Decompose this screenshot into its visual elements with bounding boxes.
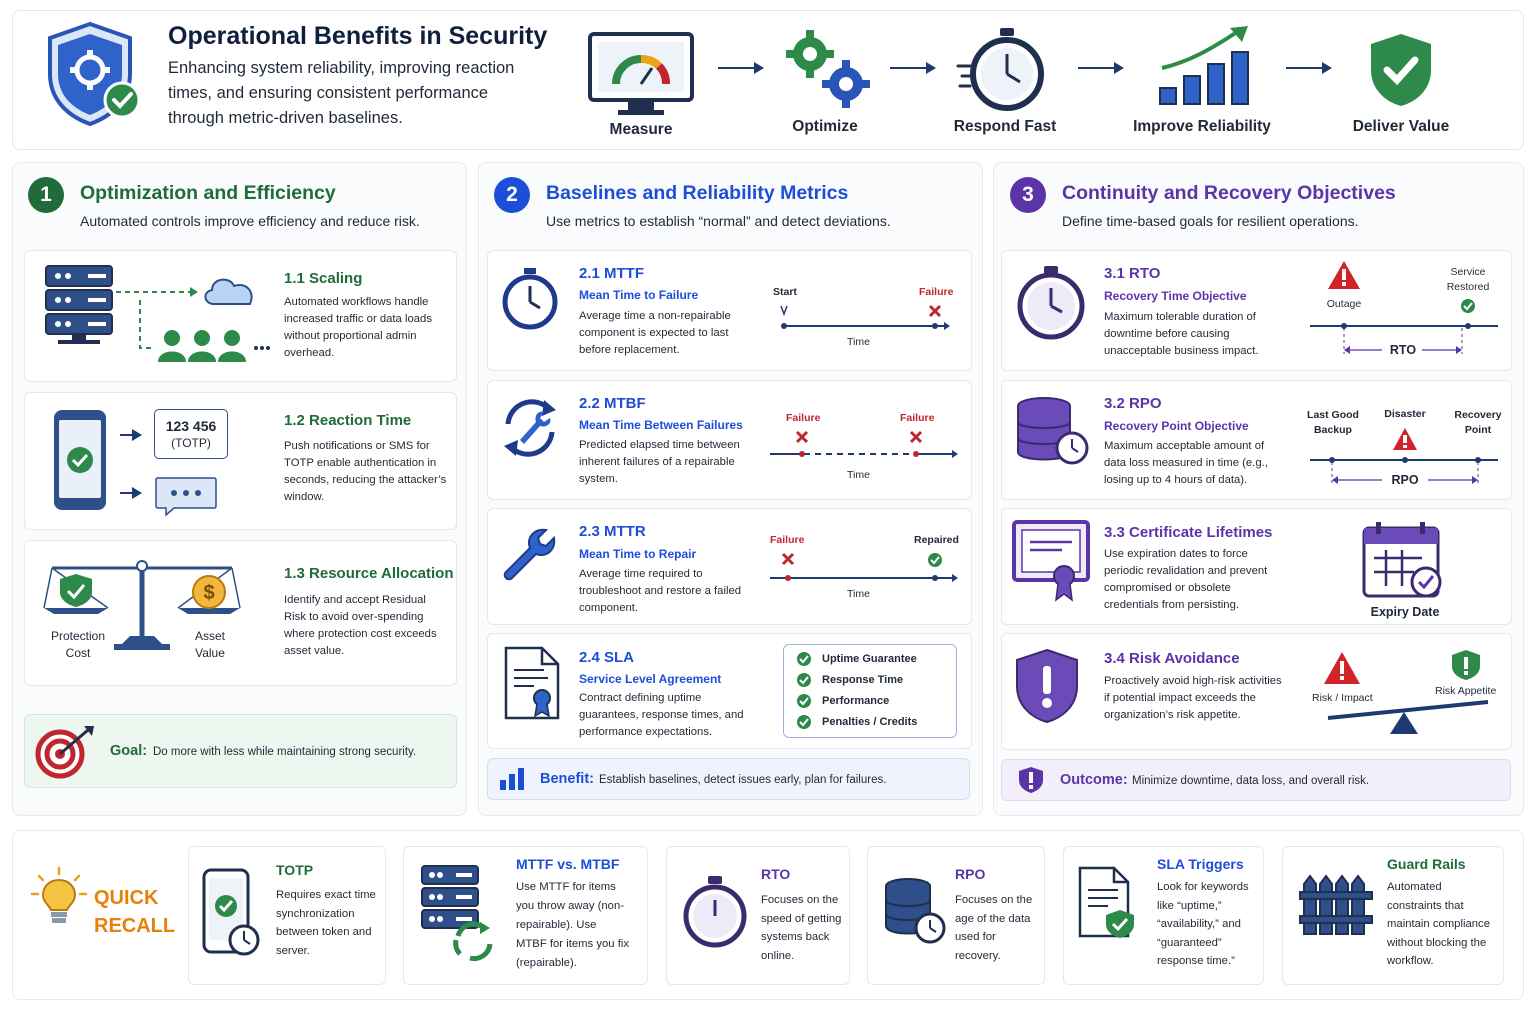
- recall-card-description: Automated constraints that maintain compliance without blocking the workflow.: [1387, 881, 1490, 967]
- item-title: 2.4 SLA: [579, 649, 635, 666]
- item-subtitle: Recovery Time Objective: [1104, 289, 1247, 303]
- diagram-right-label: Recovery Point: [1454, 409, 1502, 436]
- recall-card-description: Focuses on the age of the data used for recovery.: [955, 894, 1033, 962]
- flow-optimize-label: Optimize: [792, 118, 858, 135]
- column-number-badge: 2: [494, 177, 530, 213]
- recall-card-description: Requires exact time synchronization between token and server.: [276, 889, 376, 957]
- recall-card-description: Use MTTF for items you throw away (non-repairable). Use MTBF for items you fix (repairable).: [516, 881, 629, 969]
- timeline-diagram: [768, 428, 958, 460]
- diagram-start-label: Start: [773, 286, 797, 298]
- sla-check-item: Response Time: [822, 674, 904, 686]
- monitor-gauge-icon: [588, 32, 694, 118]
- item-description: Average time a non-repairable component is expected to last before replacement.: [579, 310, 731, 356]
- flow-deliver-value-label: Deliver Value: [1352, 118, 1450, 135]
- asset-value-label: Asset Value: [194, 629, 225, 660]
- item-title: 2.3 MTTR: [579, 523, 646, 540]
- sla-check-item: Uptime Guarantee: [822, 653, 917, 665]
- wrench-cycle-icon: [498, 394, 562, 462]
- recall-card-title: TOTP: [276, 862, 314, 878]
- totp-code: 123 456: [165, 418, 217, 434]
- expiry-date-label: Expiry Date: [1370, 605, 1440, 619]
- recall-card-title: SLA Triggers: [1157, 856, 1244, 872]
- flow-improve-reliability-label: Improve Reliability: [1133, 118, 1271, 135]
- shield-alert-icon: [1018, 766, 1044, 794]
- item-title: 1.1 Scaling: [284, 270, 363, 287]
- diagram-left-label: Risk / Impact: [1312, 692, 1373, 704]
- flow-arrow: [120, 434, 140, 436]
- document-check-icon: [1078, 866, 1138, 944]
- stopwatch-icon: [956, 26, 1046, 112]
- item-subtitle: Mean Time to Failure: [579, 288, 699, 302]
- diagram-axis-label: Time: [847, 469, 870, 481]
- warning-icon: [1327, 260, 1361, 290]
- goal-label: Goal:: [110, 743, 148, 759]
- quick-recall-title: [94, 884, 175, 940]
- diagram-right-label: Risk Appetite: [1435, 685, 1497, 697]
- item-title: 3.4 Risk Avoidance: [1104, 650, 1240, 667]
- stopwatch-icon: [1016, 264, 1086, 340]
- diagram-right-label: Service Restored: [1446, 266, 1490, 293]
- diagram-left-label: Last Good Backup: [1307, 409, 1359, 436]
- item-description: Push notifications or SMS for TOTP enable authentication in seconds, reducing the attacker’s window.: [284, 440, 447, 503]
- item-description: Average time required to troubleshoot and restore a failed component.: [579, 568, 742, 614]
- flow-measure-label: Measure: [609, 121, 673, 138]
- target-icon: [34, 724, 96, 778]
- column-subtitle: Define time-based goals for resilient operations.: [1062, 213, 1359, 229]
- totp-label: (TOTP): [171, 436, 211, 450]
- item-subtitle: Mean Time to Repair: [579, 547, 697, 561]
- sla-check-item: Performance: [822, 695, 890, 707]
- database-clock-icon: [1016, 396, 1092, 468]
- recall-card-title: RPO: [955, 866, 986, 882]
- item-title: 3.3 Certificate Lifetimes: [1104, 524, 1273, 541]
- flow-arrow: [890, 67, 934, 69]
- item-description: Automated workflows handle increased traffic or data loads without proportional admin overhead.: [284, 296, 432, 359]
- item-description: Proactively avoid high-risk activities if potential impact exceeds the organization’s risk appetite.: [1104, 675, 1282, 721]
- phone-clock-icon: [202, 868, 262, 958]
- chat-bubble-icon: [154, 476, 218, 516]
- item-title: 3.2 RPO: [1104, 395, 1162, 412]
- flow-arrow: [1286, 67, 1330, 69]
- shield-alert-icon: [1014, 648, 1080, 724]
- diagram-axis-label: Time: [847, 588, 870, 600]
- lightbulb-icon: [30, 866, 88, 928]
- recall-card-title: Guard Rails: [1387, 856, 1466, 872]
- column-title: Optimization and Efficiency: [80, 182, 336, 204]
- goal-text: Do more with less while maintaining strong security.: [153, 746, 417, 758]
- sla-check-item: Penalties / Credits: [822, 716, 918, 728]
- protection-cost-label: Protection Cost: [50, 629, 106, 660]
- item-description: Predicted elapsed time between inherent failures of a repairable system.: [579, 439, 740, 485]
- wrench-icon: [500, 524, 560, 584]
- quick-recall-line1: QUICK: [94, 887, 159, 909]
- column-number-badge: 1: [28, 177, 64, 213]
- shield-check-icon: [1368, 32, 1434, 108]
- column-subtitle: Automated controls improve efficiency and reduce risk.: [80, 213, 420, 229]
- item-title: 3.1 RTO: [1104, 265, 1161, 282]
- rto-span-label: RTO: [1389, 343, 1417, 357]
- flow-arrow: [120, 492, 140, 494]
- phone-check-icon: [52, 408, 108, 512]
- server-network-icon: [44, 264, 274, 368]
- item-description: Identify and accept Residual Risk to avoid over-spending where protection cost exceeds asset value.: [284, 594, 437, 657]
- diagram-left-label: Outage: [1326, 298, 1362, 310]
- diagram-start-label: Failure: [770, 534, 805, 546]
- item-description: Maximum tolerable duration of downtime before causing unacceptable business impact.: [1104, 311, 1259, 357]
- diagram-start-label: Failure: [786, 412, 821, 424]
- timeline-diagram: [768, 550, 958, 584]
- outcome-label: Outcome:: [1060, 772, 1128, 788]
- diagram-axis-label: Time: [847, 336, 870, 348]
- item-description: Maximum acceptable amount of data loss measured in time (e.g., losing up to 4 hours of data).: [1104, 440, 1268, 486]
- item-title: 1.3 Resource Allocation: [284, 565, 454, 582]
- item-description: Contract defining uptime guarantees, response times, and performance expectations.: [579, 692, 744, 738]
- flow-arrow: [718, 67, 762, 69]
- calendar-clock-icon: [1362, 520, 1446, 602]
- benefit-text: Establish baselines, detect issues early, plan for failures.: [599, 774, 887, 786]
- recall-card-title: MTTF vs. MTBF: [516, 856, 620, 872]
- timeline-diagram: [778, 300, 950, 330]
- recall-card-title: RTO: [761, 866, 791, 882]
- benefit-label: Benefit:: [540, 771, 594, 787]
- database-clock-icon: [884, 878, 948, 944]
- server-recycle-icon: [420, 864, 496, 960]
- column-subtitle: Use metrics to establish “normal” and detect deviations.: [546, 213, 891, 229]
- page-title: Operational Benefits in Security: [168, 22, 548, 50]
- item-description: Use expiration dates to force periodic revalidation and prevent compromised or obsolete credentials from persisting.: [1104, 548, 1268, 611]
- contract-document-icon: [504, 646, 560, 720]
- page-subtitle: Enhancing system reliability, improving reaction times, and ensuring consistent performance through metric-driven baselines.: [168, 59, 515, 127]
- diagram-end-label: Repaired: [914, 534, 959, 546]
- quick-recall-line2: RECALL: [94, 915, 176, 937]
- certificate-icon: [1012, 520, 1090, 604]
- item-subtitle: Mean Time Between Failures: [579, 418, 743, 432]
- item-title: 2.2 MTBF: [579, 395, 646, 412]
- stopwatch-icon: [682, 874, 748, 950]
- column-title: Baselines and Reliability Metrics: [546, 182, 849, 204]
- diagram-end-label: Failure: [900, 412, 935, 424]
- flow-arrow: [1078, 67, 1122, 69]
- item-subtitle: Recovery Point Objective: [1104, 419, 1249, 433]
- column-title: Continuity and Recovery Objectives: [1062, 182, 1396, 204]
- recall-card-description: Look for keywords like “uptime,” “availability,” and “guaranteed” response time.”: [1157, 881, 1249, 967]
- diagram-mid-label: Disaster: [1384, 408, 1426, 420]
- fence-icon: [1300, 874, 1374, 936]
- diagram-end-label: Failure: [919, 286, 954, 298]
- svg-text:$: $: [203, 582, 215, 604]
- item-title: 2.1 MTTF: [579, 265, 645, 282]
- growth-chart-icon: [1158, 24, 1254, 108]
- item-title: 1.2 Reaction Time: [284, 412, 412, 429]
- item-subtitle: Service Level Agreement: [579, 672, 722, 686]
- shield-gear-icon: [42, 22, 142, 126]
- check-circle-icon: [797, 652, 811, 736]
- stopwatch-icon: [500, 266, 560, 330]
- totp-code-box: [154, 409, 228, 459]
- column-number-badge: 3: [1010, 177, 1046, 213]
- outcome-text: Minimize downtime, data loss, and overall risk.: [1132, 775, 1370, 787]
- flow-respond-fast-label: Respond Fast: [953, 118, 1057, 135]
- recall-card-description: Focuses on the speed of getting systems back online.: [761, 894, 842, 962]
- rpo-span-label: RPO: [1391, 473, 1419, 487]
- gears-icon: [782, 28, 872, 110]
- bar-chart-icon: [500, 768, 524, 790]
